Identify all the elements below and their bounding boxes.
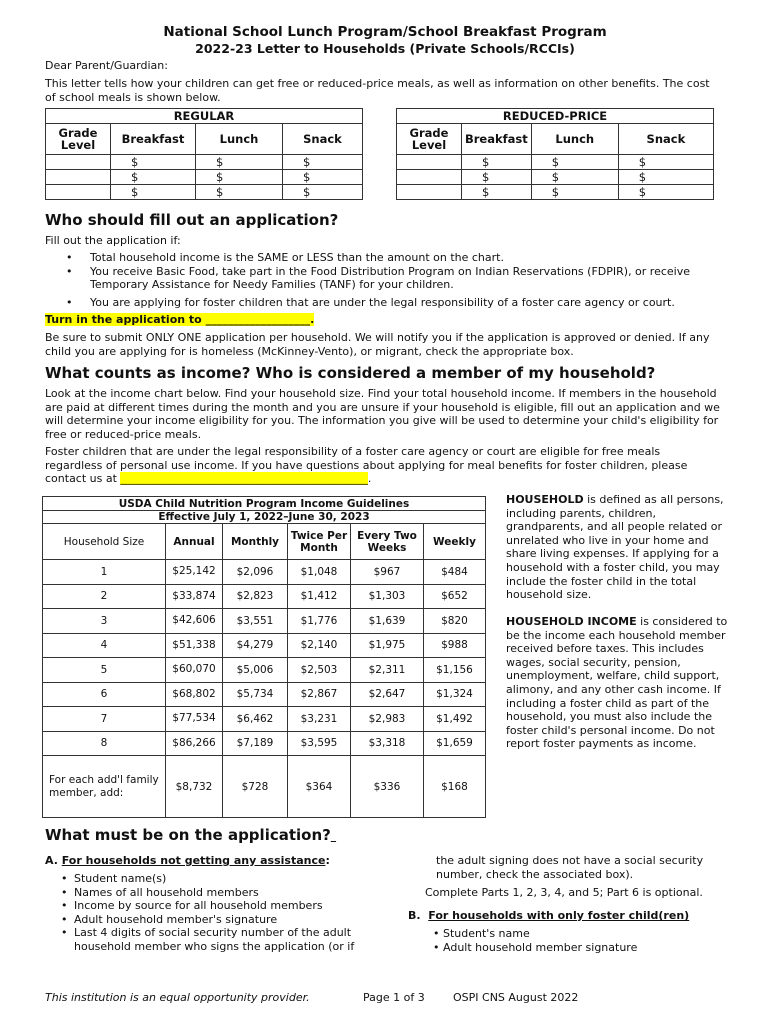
contact-blank: _____________________________________________: [120, 472, 368, 485]
column-header: Annual: [166, 524, 223, 560]
table-title: USDA Child Nutrition Program Income Guidelines: [43, 497, 486, 511]
list-item: • Last 4 digits of social security number of the adult household member who signs the application (or if: [45, 926, 365, 953]
table-subtitle: Effective July 1, 2022–June 30, 2023: [43, 511, 486, 524]
document-subtitle: 2022-23 Letter to Households (Private Schools/RCCIs): [195, 41, 575, 56]
footer-disclaimer: This institution is an equal opportunity provider.: [45, 991, 310, 1004]
table-heading: REDUCED-PRICE: [397, 109, 714, 124]
list-item: • Adult household member signature: [433, 940, 638, 954]
column-header: Snack: [283, 124, 363, 155]
table-row: 6 $68,802 $5,734 $2,867 $2,647 $1,324: [43, 682, 486, 707]
list-a-heading: A. For households not getting any assistance:: [45, 854, 330, 867]
column-header: Every Two Weeks: [351, 524, 424, 560]
list-item: • You receive Basic Food, take part in the Food Distribution Program on Indian Reservations (FDPIR), or receive Temporary Assistance for Needy Families (TANF) for your children.: [45, 265, 725, 292]
greeting: Dear Parent/Guardian:: [45, 59, 168, 72]
list-item: • Student's name: [433, 927, 530, 940]
section-heading: Who should fill out an application?: [45, 211, 339, 229]
footer-publisher: OSPI CNS August 2022: [453, 991, 579, 1004]
column-header: Monthly: [223, 524, 288, 560]
table-row: $ $ $: [46, 185, 363, 200]
table-row: $ $ $: [397, 155, 714, 170]
column-header: Weekly: [424, 524, 486, 560]
household-definition: HOUSEHOLD is defined as all persons, including parents, children, grandparents, and all people related or unrelated who live in your home and share living expenses. If applying for a household with a foster child, you may include the foster child in the total household size.: [506, 493, 724, 602]
column-header: Grade Level: [46, 124, 111, 155]
table-row: 8 $86,266 $7,189 $3,595 $3,318 $1,659: [43, 731, 486, 756]
table-row: $ $ $: [46, 170, 363, 185]
list-item: • Total household income is the SAME or LESS than the amount on the chart.: [45, 251, 725, 265]
turn-in-instruction: Turn in the application to ___________________.: [45, 313, 315, 326]
submission-note: Be sure to submit ONLY ONE application per household. We will notify you if the application is approved or denied. If any child you are applying for is homeless (McKinney-Vento), or migrant, check the appropriate box.: [45, 331, 710, 358]
regular-price-table: [45, 108, 363, 200]
income-guidelines-table: [42, 496, 486, 818]
table-row: $ $ $: [397, 170, 714, 185]
table-row: 1 $25,142 $2,096 $1,048 $967 $484: [43, 560, 486, 585]
table-row: 7 $77,534 $6,462 $3,231 $2,983 $1,492: [43, 707, 486, 732]
reduced-price-table: [396, 108, 714, 200]
requirements-list-a: [45, 872, 365, 954]
column-header: Breakfast: [111, 124, 196, 155]
column-header: Lunch: [196, 124, 283, 155]
list-item: • Names of all household members: [45, 886, 365, 900]
list-item: • You are applying for foster children that are under the legal responsibility of a foster care agency or court.: [45, 296, 725, 310]
document-title: National School Lunch Program/School Breakfast Program: [163, 24, 607, 40]
column-header: Twice Per Month: [288, 524, 351, 560]
table-row: $ $ $: [46, 155, 363, 170]
list-item: • Adult household member's signature: [45, 913, 365, 927]
complete-parts-note: Complete Parts 1, 2, 3, 4, and 5; Part 6 is optional.: [425, 886, 703, 899]
table-row: $ $ $: [397, 185, 714, 200]
section-heading: What must be on the application?: [45, 826, 331, 844]
list-a-continued: the adult signing does not have a social security number, check the associated box).: [436, 854, 704, 881]
table-row: 4 $51,338 $4,279 $2,140 $1,975 $988: [43, 633, 486, 658]
eligibility-list: [45, 251, 725, 309]
table-heading: REGULAR: [46, 109, 363, 124]
column-header: Grade Level: [397, 124, 462, 155]
column-header: Snack: [618, 124, 713, 155]
section-heading: What counts as income? Who is considered a member of my household?: [45, 364, 656, 382]
income-paragraph: Look at the income chart below. Find your household size. Find your total household income. If members in the household are paid at different times during the month and you are unsure if your household is eligible, fill out an application and we will determine your income eligibility for you. The information you give will be used to determine your child's eligibility for free or reduced-price meals.: [45, 387, 720, 441]
section-lead: Fill out the application if:: [45, 234, 181, 247]
table-row: 3 $42,606 $3,551 $1,776 $1,639 $820: [43, 609, 486, 634]
column-header: Breakfast: [462, 124, 532, 155]
list-item: • Income by source for all household members: [45, 899, 365, 913]
list-item: • Student name(s): [45, 872, 365, 886]
page-number: Page 1 of 3: [363, 991, 425, 1004]
intro-text: This letter tells how your children can get free or reduced-price meals, as well as information on other benefits. The cost of school meals is shown below.: [45, 77, 710, 104]
table-row: 2 $33,874 $2,823 $1,412 $1,303 $652: [43, 584, 486, 609]
foster-paragraph: Foster children that are under the legal responsibility of a foster care agency or court are eligible for free meals regardless of personal use income. If you have questions about applying for meal benefits for foster children, please contact us at _____________________________________________.: [45, 445, 688, 485]
list-b-heading: B. For households with only foster child(ren): [408, 909, 690, 922]
table-row: 5 $60,070 $5,006 $2,503 $2,311 $1,156: [43, 658, 486, 683]
table-row: For each add'l family member, add: $8,732 $728 $364 $336 $168: [43, 756, 486, 818]
household-income-definition: HOUSEHOLD INCOME is considered to be the income each household member received before taxes. This includes wages, social security, pension, unemployment, welfare, child support, alimony, and any other cash income. If including a foster child as part of the household, you must also include the foster child's personal income. Do not report foster payments as income.: [506, 615, 728, 751]
column-header: Household Size: [43, 524, 166, 560]
requirements-list-b: [433, 927, 637, 954]
column-header: Lunch: [531, 124, 618, 155]
